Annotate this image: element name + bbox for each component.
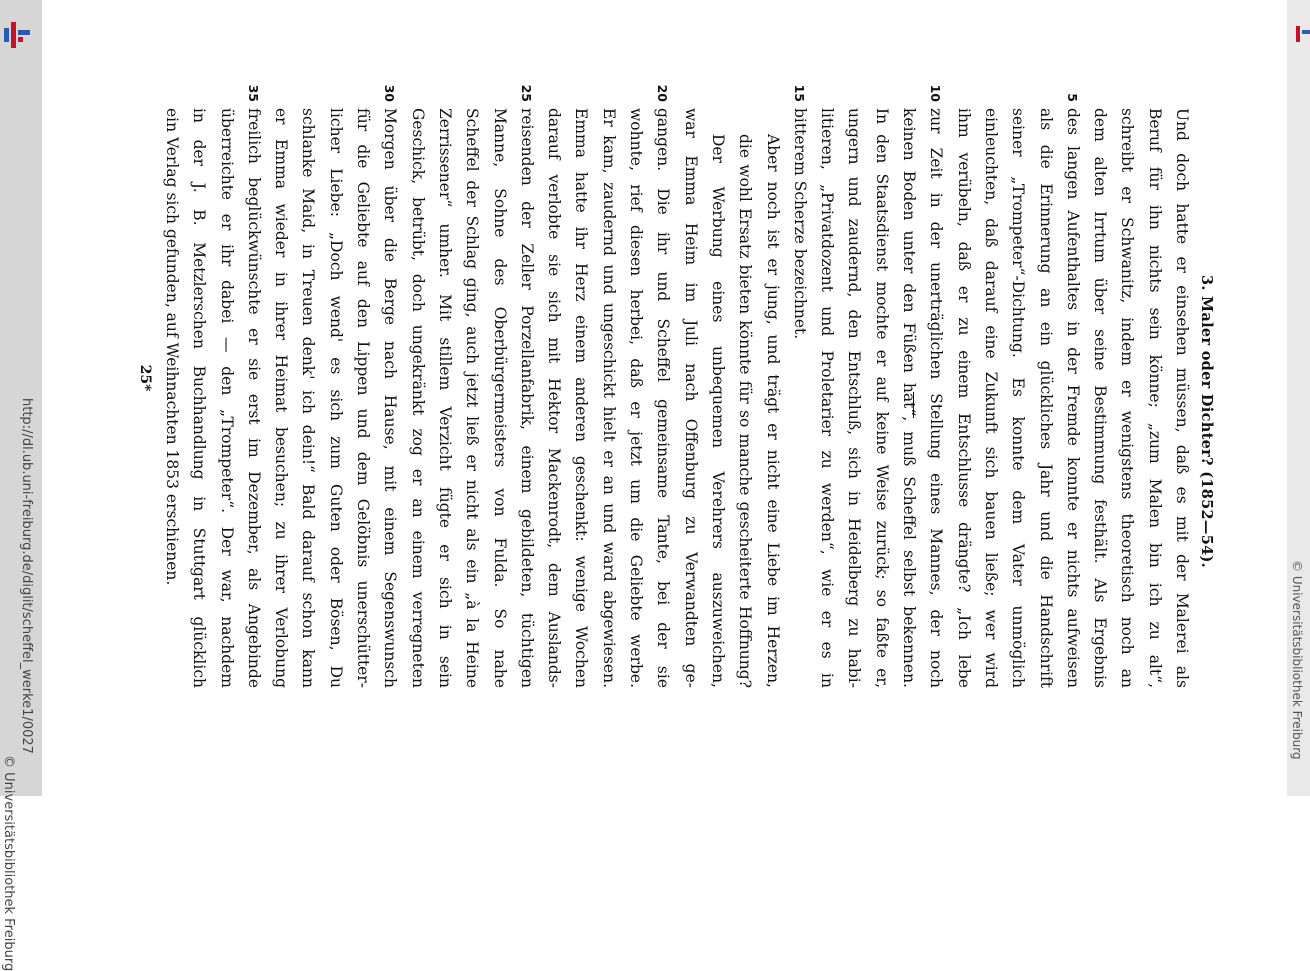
text-line: [867, 108, 894, 688]
text-line: [294, 108, 321, 688]
scanned-page: [137, 84, 1215, 688]
line-text: Scheffel der Schlag ging, auch jetzt ließ er nicht als ein „à la Heine: [463, 108, 482, 688]
running-head: 3. Maler oder Dichter? (1852—54).: [1198, 274, 1215, 568]
line-text: die wohl Ersatz bieten könnte für so manche gescheiterte Hoffnung?: [736, 134, 755, 688]
text-line: [431, 108, 458, 688]
text-line: [786, 84, 813, 688]
text-line: [185, 108, 212, 688]
line-text: in der J. B. Metzlerschen Buchhandlung in Stuttgart glücklich: [190, 108, 209, 688]
text-line: [1031, 108, 1058, 688]
line-text: In den Staatsdienst mochte er auf keine Weise zurück; so faßte er,: [872, 108, 891, 688]
text-line: [922, 84, 949, 688]
line-text: zur Zeit in der unerträglichen Stellung eines Mannes, der noch: [927, 108, 946, 688]
text-line: [676, 108, 703, 688]
line-text: Der Werbung eines unbequemen Verehrers auszuweichen,: [708, 134, 727, 688]
line-text: keinen Boden unter den Füßen hat“, muß Scheffel selbst bekennen.: [900, 108, 919, 688]
line-text: litieren, „Privatdozent und Proletarier zu werden“, wie er es in: [818, 108, 837, 688]
line-text: des langen Aufenthaltes in der Fremde konnte er nichts aufweisen: [1063, 108, 1082, 688]
text-line: [1168, 108, 1195, 688]
text-line: [895, 108, 922, 688]
text-line: [758, 108, 785, 688]
text-line: [322, 108, 349, 688]
text-line: [540, 108, 567, 688]
text-line: [1113, 108, 1140, 688]
text-line: [949, 108, 976, 688]
line-number: 35: [245, 84, 261, 102]
text-line: [649, 84, 676, 688]
line-text: schlanke Maid, in Treuen denk' ich dein!“ Bald darauf schon kann: [299, 108, 318, 688]
copyright-notice-left: © Universitätsbibliothek Freiburg: [1, 755, 16, 971]
line-text: Er kam, zaudernd und ungeschickt hielt er an und ward abgewiesen.: [599, 108, 618, 688]
line-text: seiner „Trompeter“-Dichtung. Es konnte dem Vater unmöglich: [1009, 108, 1028, 688]
text-line: [731, 108, 758, 688]
text-line: [1059, 93, 1086, 688]
line-number: 20: [655, 84, 671, 102]
library-logo-icon-right: [1296, 24, 1310, 44]
line-text: Morgen über die Berge nach Hause, mit einem Segenswunsch: [381, 108, 400, 688]
line-text: Aber noch ist er jung, und trägt er nicht eine Liebe im Herzen,: [763, 134, 782, 688]
text-line: [1086, 108, 1113, 688]
copyright-notice-right: © Universitätsbibliothek Freiburg: [1290, 560, 1304, 760]
line-text: Geschick, betrübt, doch ungekränkt zog er an einem verregneten: [408, 108, 427, 688]
line-text: ihm verübeln, daß er zu einem Entschlusse drängte? „Ich lebe: [954, 108, 973, 688]
line-text: er Emma wieder in ihrer Heimat besuchen; zu ihrer Verlobung: [272, 108, 291, 688]
line-number: 5: [1064, 93, 1080, 102]
line-text: ein Verlag sich gefunden, auf Weihnachten 1853 erschienen.: [163, 108, 182, 586]
line-text: für die Geliebte auf den Lippen und dem Gelöbnis unerschütter-: [354, 108, 373, 688]
line-text: einleuchten, daß darauf eine Zukunft sich bauen ließe; wer wird: [981, 108, 1000, 688]
text-line: [704, 108, 731, 688]
line-text: wohnte, rief diesen herbei, daß er jetzt um die Geliebte werbe.: [627, 108, 646, 688]
page-body: [158, 84, 1195, 688]
text-line: [513, 84, 540, 688]
text-line: [376, 84, 403, 688]
line-number: 15: [791, 84, 807, 102]
text-line: [212, 108, 239, 688]
text-line: [458, 108, 485, 688]
text-line: [622, 108, 649, 688]
line-text: war Emma Heim im Juli nach Offenburg zu Verwandten ge-: [681, 108, 700, 688]
line-text: überreichte er ihr dabei — den „Trompeter“. Der war, nachdem: [217, 108, 236, 688]
line-text: Manne, Sohne des Oberbürgermeisters von Fulda. So nahe: [490, 108, 509, 688]
line-text: licher Liebe: „Doch wend' es sich zum Guten oder Bösen, Du: [326, 108, 345, 688]
text-line: [240, 84, 267, 688]
line-text: gangen. Die ihr und Scheffel gemeinsame Tante, bei der sie: [654, 108, 673, 688]
text-line: [1140, 108, 1167, 688]
text-line: [594, 108, 621, 688]
text-line: [158, 108, 185, 688]
text-line: [349, 108, 376, 688]
line-number: 10: [928, 84, 944, 102]
line-text: Beruf für ihn nichts sein könne; „zum Malen bin ich zu alt“,: [1145, 108, 1164, 688]
line-text: freilich beglückwünschte er sie erst im Dezember, als Angebinde: [244, 108, 263, 688]
text-line: [1004, 108, 1031, 688]
library-logo-icon: [4, 22, 34, 48]
line-text: Und doch hatte er einsehen müssen, daß es mit der Malerei als: [1173, 108, 1191, 688]
text-line: [485, 108, 512, 688]
line-text: bitterem Scherze bezeichnet.: [790, 108, 809, 340]
text-line: [977, 108, 1004, 688]
line-text: dem alten Irrtum über seine Bestimmung festhält. Als Ergebnis: [1091, 108, 1110, 688]
line-text: reisenden der Zeller Porzellanfabrik, einem gebildeten, tüchtigen: [517, 108, 536, 688]
text-line: [267, 108, 294, 688]
document-url[interactable]: http://dl.ub.uni-freiburg.de/diglit/scheffel_werke1/0027: [19, 398, 34, 754]
line-text: Zerrissener“ umher. Mit stillem Verzicht fügte er sich in sein: [435, 108, 454, 688]
line-text: schreibt er Schwanitz, indem er wenigstens theoretisch noch an: [1118, 108, 1137, 688]
line-text: darauf verlobte sie sich mit Hektor Mackenrodt, dem Auslands-: [545, 108, 564, 688]
line-text: ungern und zaudernd, den Entschluß, sich in Heidelberg zu habi-: [845, 108, 864, 688]
line-number: 30: [382, 84, 398, 102]
text-line: [813, 108, 840, 688]
page-footer: 25*: [137, 364, 153, 392]
line-text: als die Erinnerung an ein glückliches Jahr und die Handschrift: [1036, 108, 1055, 688]
text-line: [567, 108, 594, 688]
text-line: [840, 108, 867, 688]
text-line: [403, 108, 430, 688]
line-number: 25: [518, 84, 534, 102]
line-text: Emma hatte ihr Herz einem anderen geschenkt: wenige Wochen: [572, 108, 591, 688]
